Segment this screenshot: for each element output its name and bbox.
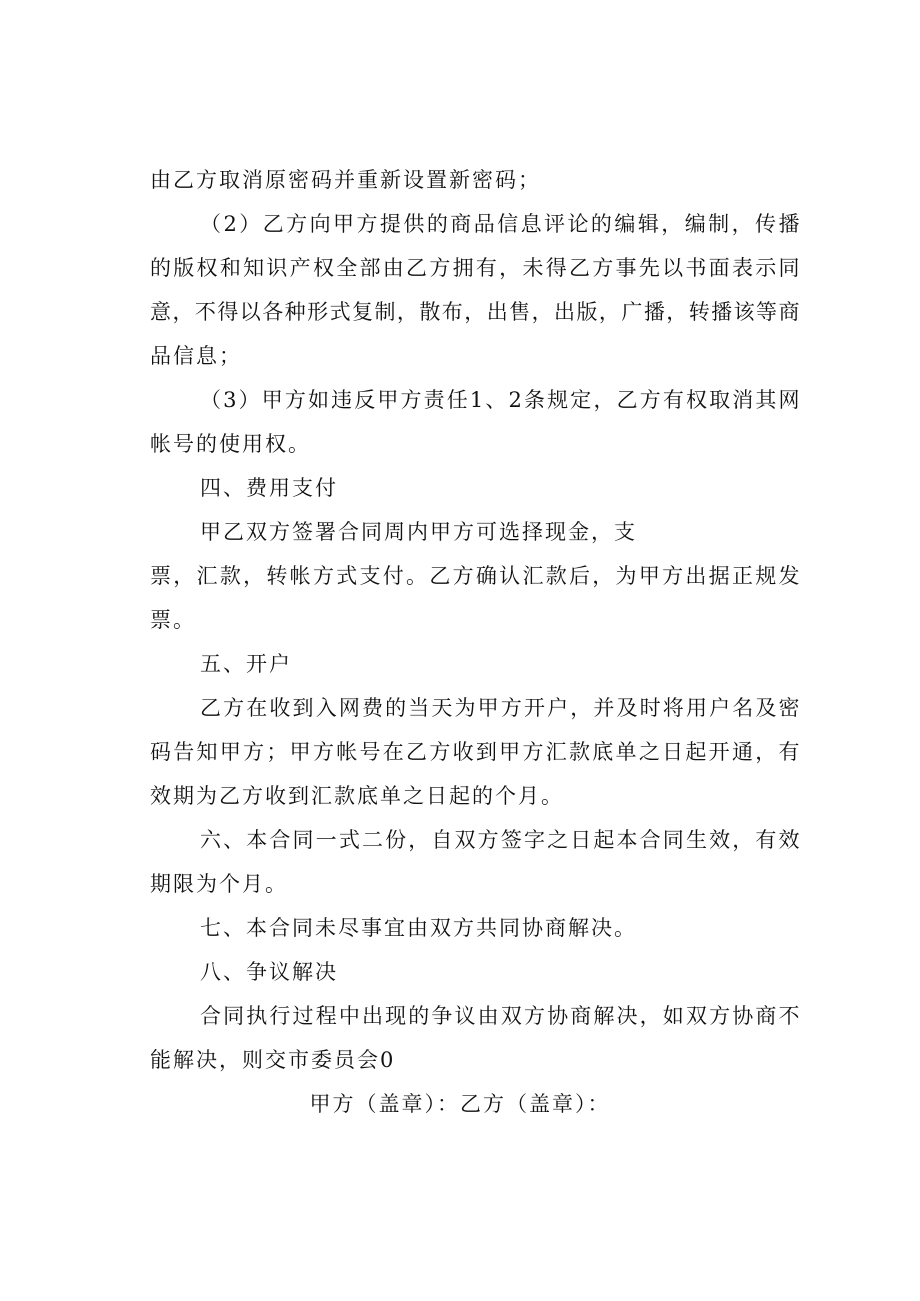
text-line-7: 帐号的使用权。 [150, 432, 311, 456]
signature-line: 甲方（盖章）：乙方（盖章）： [309, 1092, 611, 1116]
text-line-2: （2）乙方向甲方提供的商品信息评论的编辑，编制，传播 [200, 212, 800, 236]
text-line-15: 效期为乙方收到汇款底单之日起的个月。 [150, 784, 564, 808]
section-heading-fees: 四、费用支付 [200, 476, 338, 500]
text-line-10: 票，汇款，转帐方式支付。乙方确认汇款后，为甲方出据正规发 [150, 564, 800, 588]
text-line-1: 由乙方取消原密码并重新设置新密码； [150, 168, 541, 192]
text-line-21: 能解决，则交市委员会0 [150, 1048, 396, 1072]
text-line-5: 品信息； [150, 344, 242, 368]
text-line-16: 六、本合同一式二份，自双方签字之日起本合同生效，有效 [200, 828, 800, 852]
text-line-6: （3）甲方如违反甲方责任1、2条规定，乙方有权取消其网 [200, 388, 800, 412]
text-line-3: 的版权和知识产权全部由乙方拥有，未得乙方事先以书面表示同 [150, 256, 800, 280]
text-line-20: 合同执行过程中出现的争议由双方协商解决，如双方协商不 [200, 1004, 800, 1028]
section-heading-account: 五、开户 [200, 652, 292, 676]
text-line-18: 七、本合同未尽事宜由双方共同协商解决。 [200, 916, 637, 940]
section-heading-dispute: 八、争议解决 [200, 960, 338, 984]
text-line-4: 意，不得以各种形式复制，散布，出售，出版，广播，转播该等商 [150, 300, 800, 324]
text-line-11: 票。 [150, 608, 196, 632]
text-line-14: 码告知甲方；甲方帐号在乙方收到甲方汇款底单之日起开通，有 [150, 740, 800, 764]
text-line-17: 期限为个月。 [150, 872, 288, 896]
text-line-9: 甲乙双方签署合同周内甲方可选择现金，支 [200, 520, 637, 544]
text-line-13: 乙方在收到入网费的当天为甲方开户，并及时将用户名及密 [200, 696, 800, 720]
